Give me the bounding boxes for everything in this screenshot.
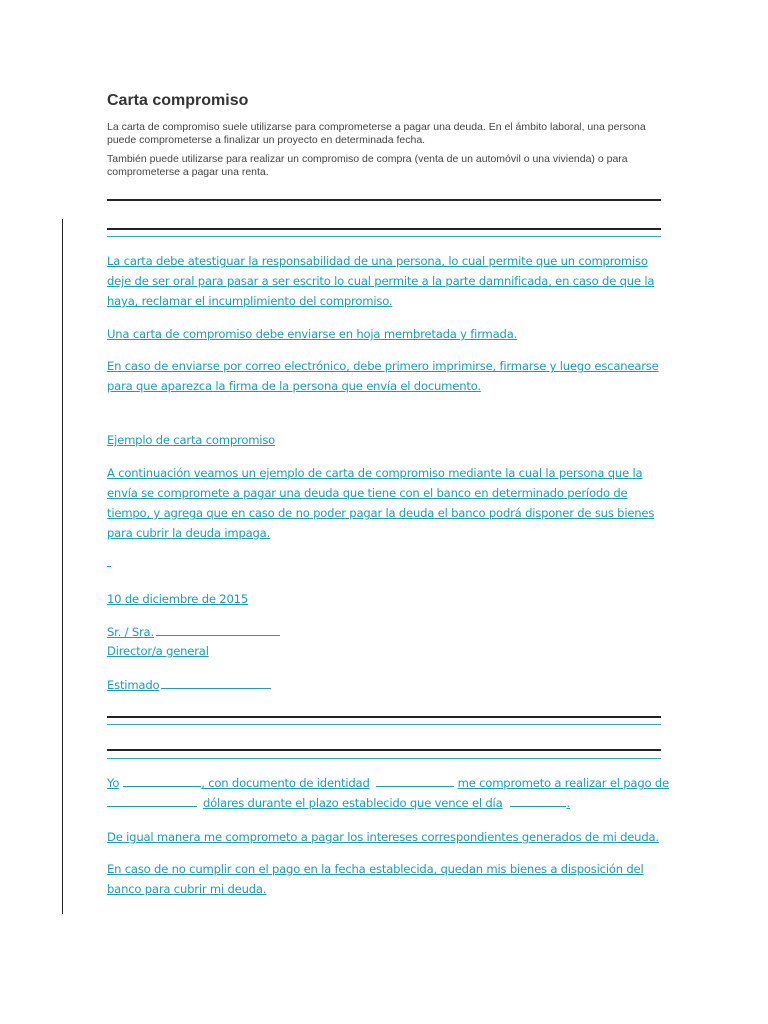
recipient-blank[interactable] bbox=[156, 623, 280, 636]
body-link-paragraph-2[interactable]: Una carta de compromiso debe enviarse en hoja membretada y firmada. bbox=[107, 327, 518, 341]
letter-yo-line-1[interactable] bbox=[107, 773, 669, 793]
yo-amount-text: dólares durante el plazo establecido que vence el día bbox=[203, 796, 503, 810]
intro-paragraph-2: También puede utilizarse para realizar un compromiso de compra (venta de un automóvil o una vivienda) o para comprometerse a pagar una renta. bbox=[107, 153, 628, 178]
amount-blank[interactable] bbox=[107, 794, 197, 807]
margin-line bbox=[62, 219, 63, 914]
yo-id-text: , con documento de identidad bbox=[201, 776, 370, 790]
divider-rule bbox=[107, 228, 661, 230]
letter-recipient-title[interactable]: Director/a general bbox=[107, 644, 209, 658]
divider-rule bbox=[107, 716, 661, 718]
salutation-blank[interactable] bbox=[161, 676, 271, 689]
empty-link-line[interactable] bbox=[107, 553, 111, 573]
divider-rule bbox=[107, 758, 661, 759]
letter-recipient: Sr. / Sra. bbox=[107, 625, 154, 639]
divider-rule bbox=[107, 724, 661, 725]
body-link-paragraph-3[interactable]: En caso de enviarse por correo electrónico, debe primero imprimirse, firmarse y luego escanearse para que aparezca la firma de la persona que envía el documento. bbox=[107, 359, 659, 393]
intro-paragraph-1: La carta de compromiso suele utilizarse para comprometerse a pagar una deuda. En el ámbito laboral, una persona puede comprometerse a finalizar un proyecto en determinada fecha. bbox=[107, 121, 646, 146]
yo-commit-text: me comprometo a realizar el pago de bbox=[457, 776, 669, 790]
id-blank[interactable] bbox=[376, 774, 454, 787]
divider-rule bbox=[107, 199, 661, 201]
body-link-paragraph-4[interactable]: A continuación veamos un ejemplo de carta de compromiso mediante la cual la persona que la envía se compromete a pagar una deuda que tiene con el banco en determinado período de tiempo, y agrega que en caso de no poder pagar la deuda el banco podrá disponer de sus bienes para cubrir la deuda impaga. bbox=[107, 466, 655, 540]
letter-recipient-line[interactable] bbox=[107, 622, 280, 642]
letter-salutation-line[interactable] bbox=[107, 675, 271, 695]
name-blank[interactable] bbox=[123, 774, 201, 787]
divider-rule bbox=[107, 749, 661, 751]
letter-yo-line-2[interactable] bbox=[107, 793, 570, 813]
letter-interest-paragraph[interactable]: De igual manera me comprometo a pagar los intereses correspondientes generados de mi deuda. bbox=[107, 830, 659, 844]
yo-label: Yo bbox=[107, 776, 120, 790]
body-link-paragraph-1[interactable]: La carta debe atestiguar la responsabilidad de una persona, lo cual permite que un compromiso deje de ser oral para pasar a ser escrito lo cual permite a la parte damnificada, en caso de que la haya, reclamar el incumplimiento del compromiso. bbox=[107, 254, 655, 308]
example-heading-link[interactable]: Ejemplo de carta compromiso bbox=[107, 433, 276, 447]
page-title: Carta compromiso bbox=[107, 92, 249, 109]
date-blank[interactable] bbox=[510, 794, 566, 807]
letter-salutation: Estimado bbox=[107, 678, 160, 692]
letter-date[interactable]: 10 de diciembre de 2015 bbox=[107, 592, 248, 606]
letter-default-paragraph[interactable]: En caso de no cumplir con el pago en la fecha establecida, quedan mis bienes a disposición del banco para cubrir mi deuda. bbox=[107, 862, 644, 896]
yo-period: . bbox=[566, 796, 570, 810]
divider-rule bbox=[107, 236, 661, 237]
